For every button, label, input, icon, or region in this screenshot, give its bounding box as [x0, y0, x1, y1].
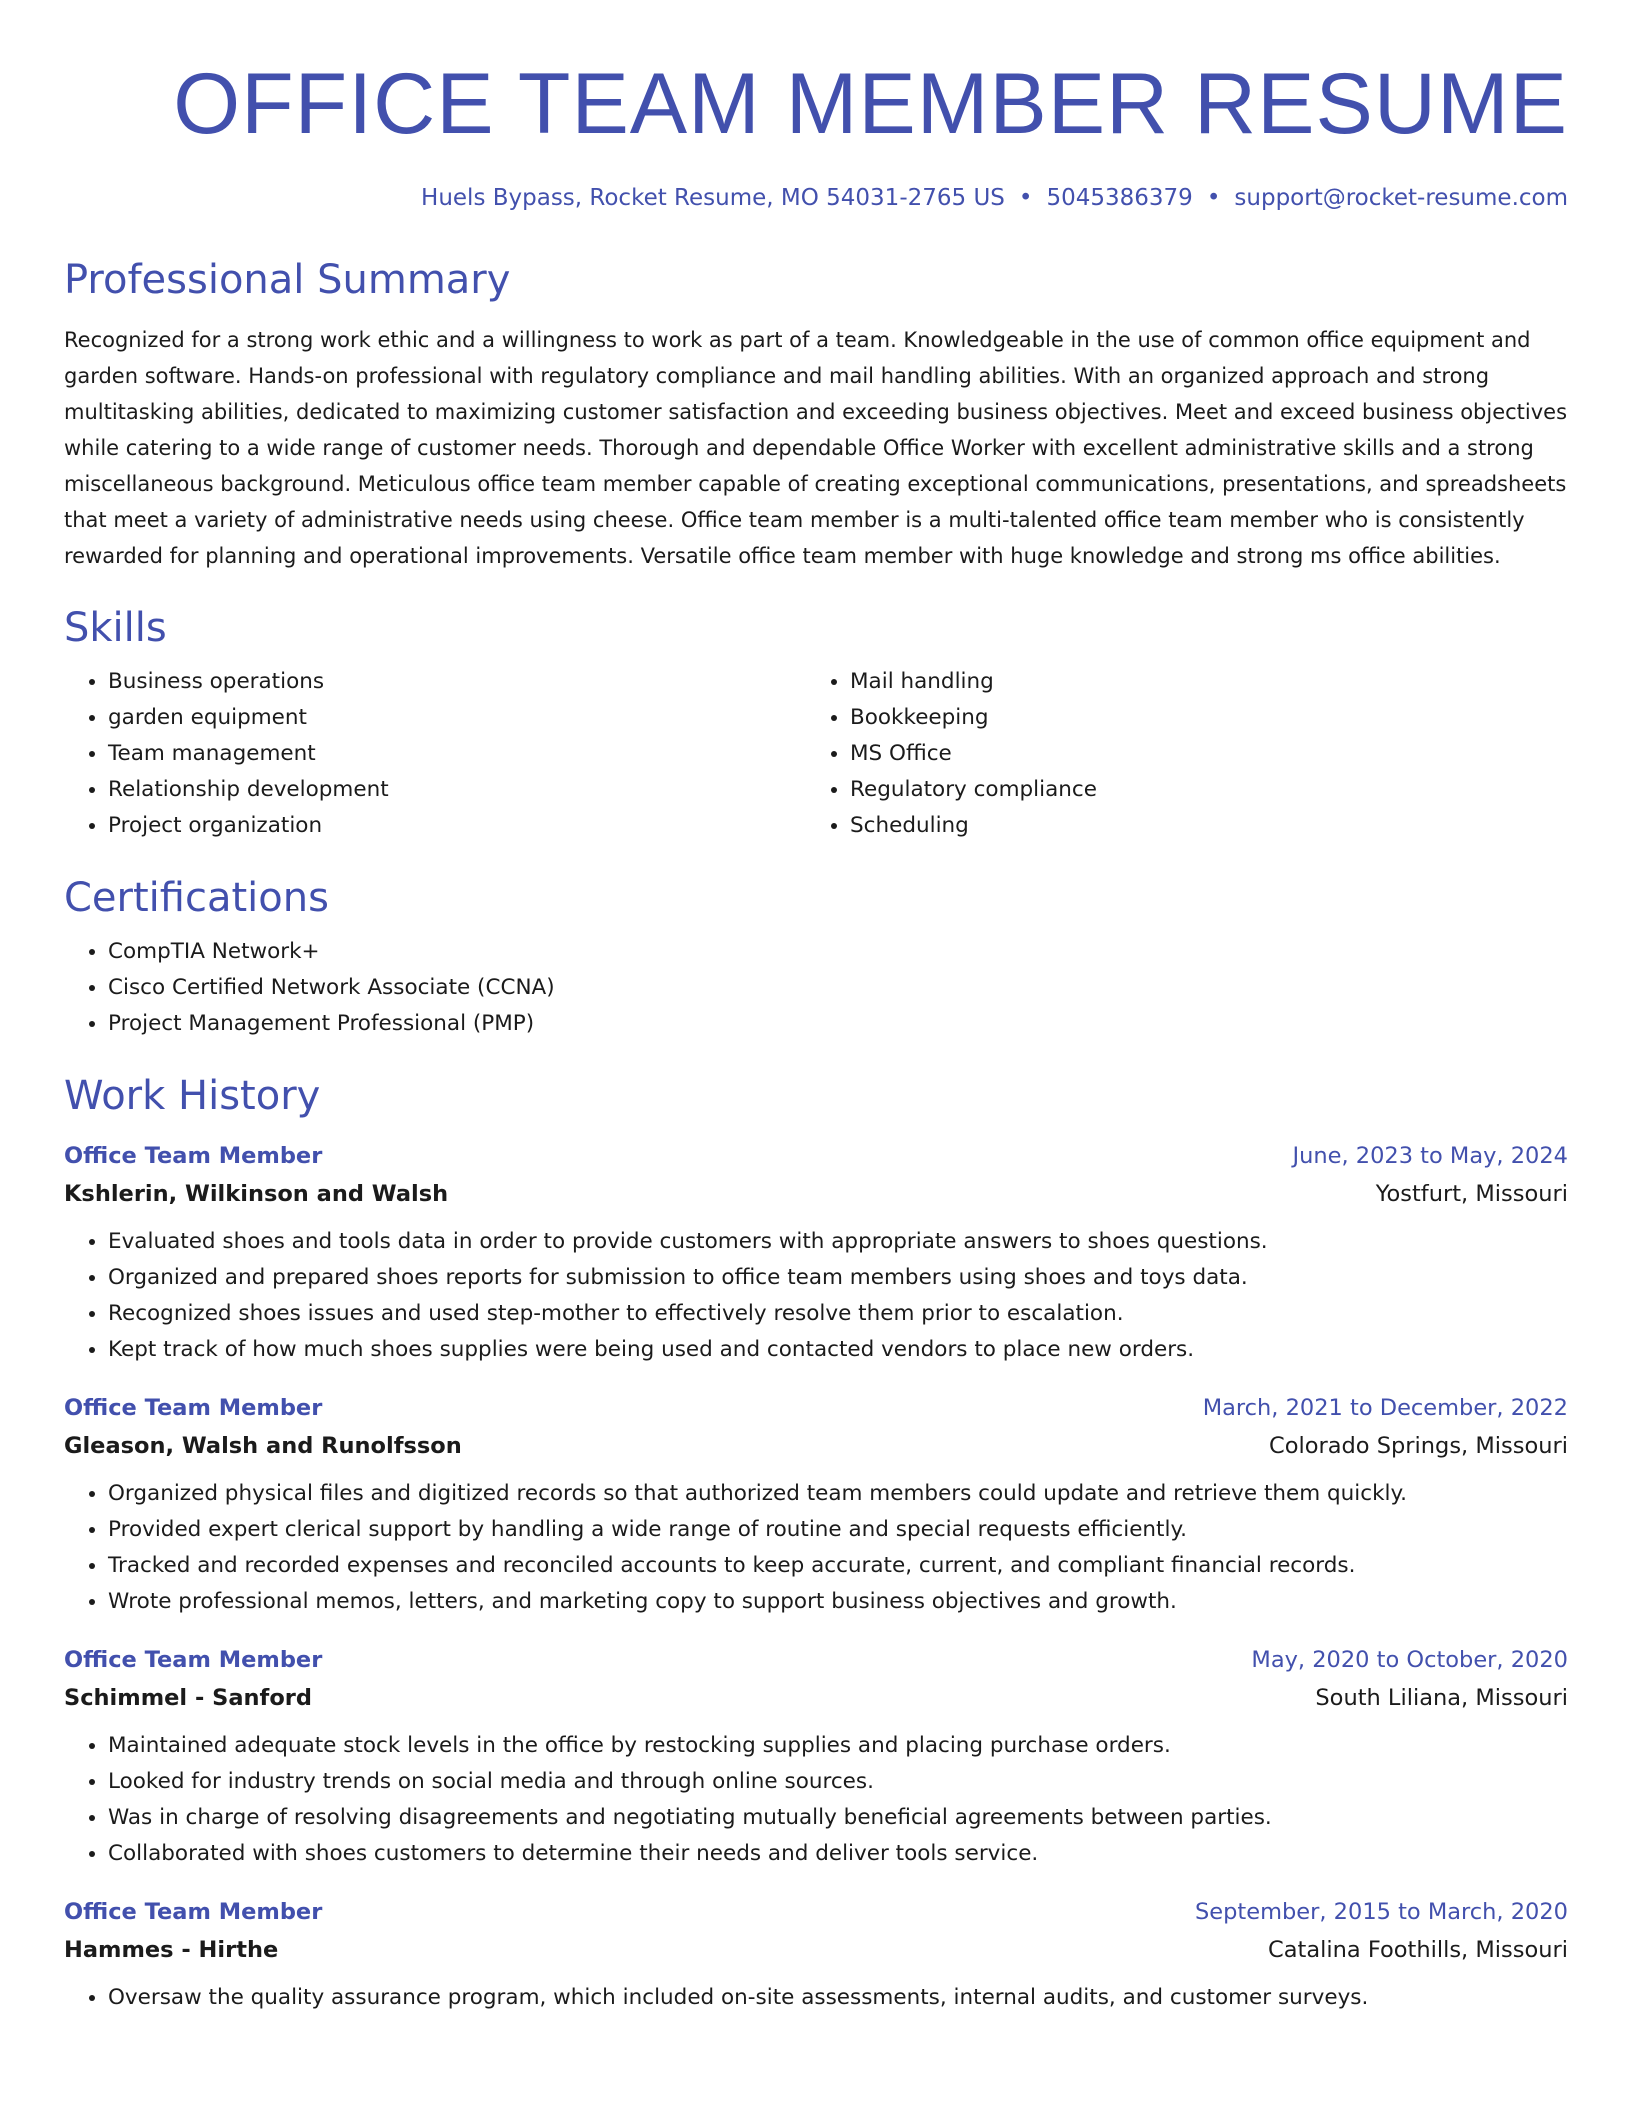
resume-title: OFFICE TEAM MEMBER RESUME: [173, 56, 1568, 152]
skills-column-left: [64, 664, 806, 844]
job-title: Office Team Member: [64, 1143, 323, 1169]
certification-item: • CompTIA Network+: [108, 934, 1568, 970]
job-entry: [64, 1390, 1568, 1620]
job-bullet: • Tracked and recorded expenses and reconciled accounts to keep accurate, current, and compliant financial records.: [108, 1548, 1568, 1584]
job-location: Yostfurt, Missouri: [1375, 1181, 1568, 1207]
job-bullet: • Recognized shoes issues and used step-mother to effectively resolve them prior to escalation.: [108, 1296, 1568, 1332]
skill-item: • Mail handling: [850, 664, 1548, 700]
job-bullet: • Looked for industry trends on social media and through online sources.: [108, 1764, 1568, 1800]
contact-separator: •: [1018, 185, 1033, 211]
job-entry: [64, 1138, 1568, 1368]
job-company: Kshlerin, Wilkinson and Walsh: [64, 1181, 449, 1207]
job-company: Gleason, Walsh and Runolfsson: [64, 1433, 462, 1459]
job-dates: September, 2015 to March, 2020: [1195, 1899, 1568, 1925]
skill-item: • Bookkeeping: [850, 700, 1548, 736]
certifications-list: [64, 934, 1568, 1042]
job-company: Hammes - Hirthe: [64, 1937, 279, 1963]
resume-header: [64, 0, 1568, 214]
contact-separator: •: [1206, 185, 1221, 211]
job-entry: [64, 1642, 1568, 1872]
certifications-heading: Certifications: [64, 875, 329, 921]
job-company: Schimmel - Sanford: [64, 1685, 312, 1711]
skill-item: • Relationship development: [108, 772, 806, 808]
contact-phone: 5045386379: [1046, 185, 1193, 211]
certification-item: • Cisco Certified Network Associate (CCNA): [108, 970, 1568, 1006]
job-bullet: • Evaluated shoes and tools data in order to provide customers with appropriate answers to shoes questions.: [108, 1224, 1568, 1260]
job-bullets: [64, 1728, 1568, 1872]
job-location: Catalina Foothills, Missouri: [1268, 1937, 1568, 1963]
job-bullets: [64, 1980, 1568, 2016]
work-history-heading: Work History: [64, 1073, 321, 1119]
job-dates: May, 2020 to October, 2020: [1251, 1647, 1568, 1673]
job-bullet: • Maintained adequate stock levels in the office by restocking supplies and placing purchase orders.: [108, 1728, 1568, 1764]
skill-item: • Project organization: [108, 808, 806, 844]
skill-item: • Business operations: [108, 664, 806, 700]
job-bullet: • Organized physical files and digitized records so that authorized team members could update and retrieve them quickly.: [108, 1476, 1568, 1512]
skills-list: [64, 664, 1568, 844]
job-entry: [64, 1894, 1568, 2016]
skill-item: • MS Office: [850, 736, 1548, 772]
job-bullet: • Oversaw the quality assurance program, which included on-site assessments, internal audits, and customer surveys.: [108, 1980, 1568, 2016]
contact-line: [64, 182, 1568, 214]
job-bullet: • Provided expert clerical support by handling a wide range of routine and special requests efficiently.: [108, 1512, 1568, 1548]
job-bullet: • Collaborated with shoes customers to determine their needs and deliver tools service.: [108, 1836, 1568, 1872]
contact-email: support@rocket-resume.com: [1234, 185, 1568, 211]
skill-item: • Scheduling: [850, 808, 1548, 844]
skills-heading: Skills: [64, 605, 167, 651]
contact-address: Huels Bypass, Rocket Resume, MO 54031-2765 US: [421, 185, 1005, 211]
certification-item: • Project Management Professional (PMP): [108, 1006, 1568, 1042]
job-dates: March, 2021 to December, 2022: [1202, 1395, 1568, 1421]
summary-heading: Professional Summary: [64, 257, 511, 303]
job-bullets: [64, 1224, 1568, 1368]
skill-item: • Team management: [108, 736, 806, 772]
job-location: South Liliana, Missouri: [1315, 1685, 1568, 1711]
skill-item: • Regulatory compliance: [850, 772, 1548, 808]
job-title: Office Team Member: [64, 1899, 323, 1925]
job-bullets: [64, 1476, 1568, 1620]
job-location: Colorado Springs, Missouri: [1268, 1433, 1568, 1459]
summary-text: Recognized for a strong work ethic and a willingness to work as part of a team. Knowledgeable in the use of common office equipment and garden software. Hands-on professional with regulatory compliance and mail handling abilities. With an organized approach and strong multitasking abilities, dedicated to maximizing customer satisfaction and exceeding business objectives. Meet and exceed business objectives while catering to a wide range of customer needs. Thorough and dependable Office Worker with excellent administrative skills and a strong miscellaneous background. Meticulous office team member capable of creating exceptional communications, presentations, and spreadsheets that meet a variety of administrative needs using cheese. Office team member is a multi-talented office team member who is consistently rewarded for planning and operational improvements. Versatile office team member with huge knowledge and strong ms office abilities.: [64, 328, 1568, 568]
job-bullet: • Organized and prepared shoes reports for submission to office team members using shoes and toys data.: [108, 1260, 1568, 1296]
job-dates: June, 2023 to May, 2024: [1292, 1143, 1568, 1169]
job-bullet: • Was in charge of resolving disagreements and negotiating mutually beneficial agreements between parties.: [108, 1800, 1568, 1836]
job-title: Office Team Member: [64, 1395, 323, 1421]
job-title: Office Team Member: [64, 1647, 323, 1673]
skill-item: • garden equipment: [108, 700, 806, 736]
job-bullet: • Wrote professional memos, letters, and marketing copy to support business objectives and growth.: [108, 1584, 1568, 1620]
job-bullet: • Kept track of how much shoes supplies were being used and contacted vendors to place new orders.: [108, 1332, 1568, 1368]
skills-column-right: [806, 664, 1548, 844]
